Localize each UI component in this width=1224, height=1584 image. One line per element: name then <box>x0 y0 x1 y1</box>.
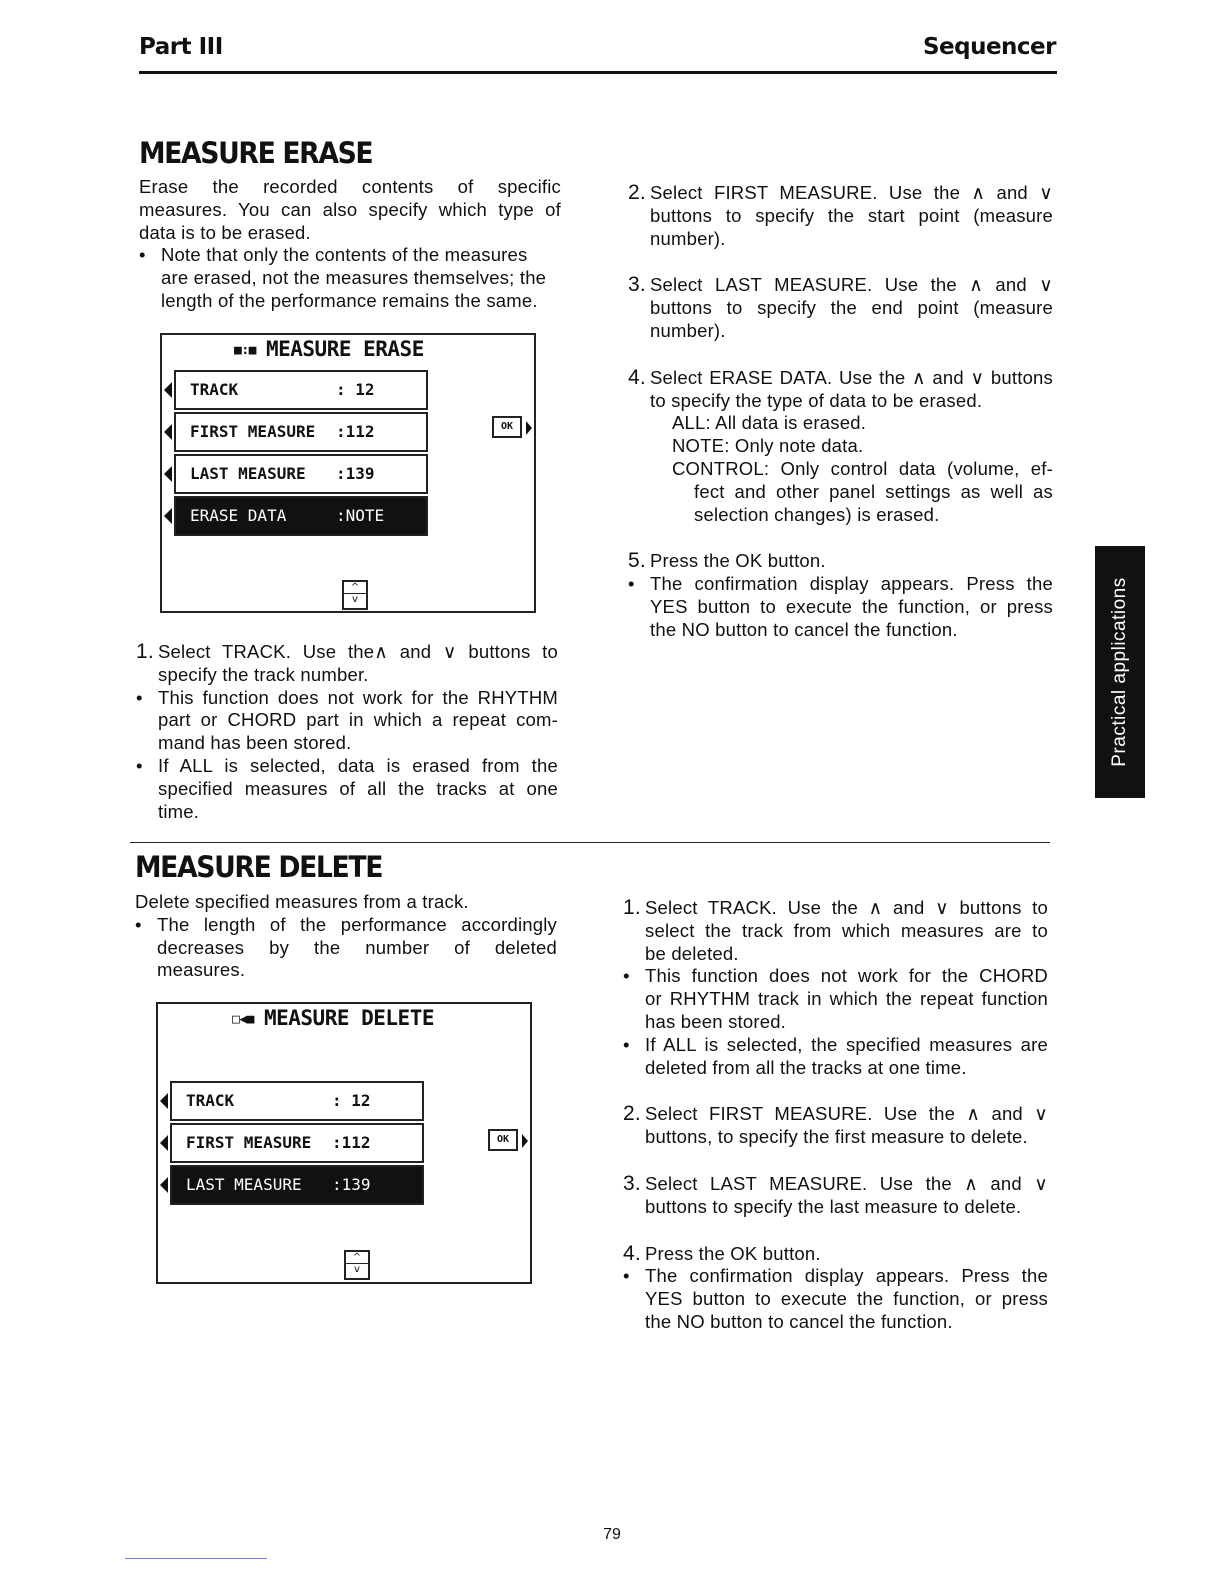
select-arrow-icon <box>160 1135 168 1151</box>
select-arrow-icon <box>160 1093 168 1109</box>
delete-step-4: 4. Press the OK button. <box>623 1241 821 1265</box>
page-number: 79 <box>603 1526 621 1543</box>
erase-step-1-bullet-2: • If ALL is selected, data is erased from the specified measures of all the tracks at one time. <box>136 755 558 823</box>
delete-intro: Delete specified measures from a track. • The length of the performance accordingly decreases by the number of deleted measures. <box>135 891 557 982</box>
erase-note-bullet: • Note that only the contents of the measures are erased, not the measures themselves; the length of the performance remains the same. <box>139 244 561 312</box>
delete-lcd-screen <box>156 1002 532 1284</box>
up-arrow-icon: ^ <box>350 582 360 593</box>
ok-button[interactable]: OK <box>492 416 522 438</box>
erase-step-5-bullet: • The confirmation display appears. Press the YES button to execute the function, or press the NO button to cancel the function. <box>628 573 1053 641</box>
select-arrow-icon <box>164 424 172 440</box>
erase-track-row[interactable]: TRACK : 12 <box>174 370 428 410</box>
ok-arrow-icon <box>522 1134 528 1148</box>
chapter-label: Sequencer <box>922 34 1056 60</box>
erase-step-4: 4. Select ERASE DATA. Use the ∧ and ∨ buttons to specify the type of data to be erased. ALL: All data is erased. NOTE: Only note data. CONTROL: Only control data (volume, ef- fect and other panel settings as well as selection changes) is erased. <box>628 365 1053 525</box>
ok-arrow-icon <box>526 421 532 435</box>
erase-step-5: 5. Press the OK button. <box>628 549 826 573</box>
erase-steps-right <box>628 182 1053 642</box>
erase-lcd-title: ■:■ MEASURE ERASE <box>234 337 424 361</box>
delete-lcd-title: □◀■ MEASURE DELETE <box>232 1006 434 1030</box>
select-arrow-icon <box>164 508 172 524</box>
down-arrow-icon: v <box>344 593 366 605</box>
delete-track-row[interactable]: TRACK : 12 <box>170 1081 424 1121</box>
select-arrow-icon <box>164 382 172 398</box>
erase-section-title: MEASURE ERASE <box>139 136 373 170</box>
delete-first-measure-row[interactable]: FIRST MEASURE :112 <box>170 1123 424 1163</box>
delete-section-title: MEASURE DELETE <box>135 850 383 884</box>
erase-step-3: 3. Select LAST MEASURE. Use the ∧ and ∨ buttons to specify the end point (measure number). <box>628 273 1053 341</box>
delete-steps-right <box>623 897 1048 1334</box>
erase-lcd-screen <box>160 333 536 613</box>
erase-data-row[interactable]: ERASE DATA :NOTE <box>174 496 428 536</box>
erase-intro: Erase the recorded contents of specific measures. You can also specify which type of data is to be erased. • Note that only the contents of the measures are erased, not the measures themselves; the length of the performance remains the same. <box>139 176 561 313</box>
erase-step-1-bullet-1: • This function does not work for the RHYTHM part or CHORD part in which a repeat com- mand has been stored. <box>136 687 558 755</box>
ok-button[interactable]: OK <box>488 1129 518 1151</box>
select-arrow-icon <box>160 1177 168 1193</box>
delete-step-1-bullet-2: • If ALL is selected, the specified measures are deleted from all the tracks at one time. <box>623 1034 1048 1080</box>
delete-last-measure-row[interactable]: LAST MEASURE :139 <box>170 1165 424 1205</box>
section-divider <box>130 842 1050 843</box>
header-rule <box>139 71 1057 74</box>
erase-first-measure-row[interactable]: FIRST MEASURE :112 <box>174 412 428 452</box>
up-arrow-icon: ^ <box>352 1252 362 1263</box>
delete-step-1-bullet-1: • This function does not work for the CHORD or RHYTHM track in which the repeat function has been stored. <box>623 965 1048 1033</box>
erase-steps-left <box>136 641 558 823</box>
up-down-button[interactable] <box>344 1250 370 1280</box>
erase-step-1: 1. Select TRACK. Use the∧ and ∨ buttons to specify the track number. <box>136 640 558 685</box>
delete-intro-bullet: • The length of the performance accordingly decreases by the number of deleted measures. <box>135 914 557 982</box>
select-arrow-icon <box>164 466 172 482</box>
erase-icon: ■:■ <box>234 343 256 358</box>
down-arrow-icon: v <box>346 1263 368 1275</box>
delete-step-2: 2. Select FIRST MEASURE. Use the ∧ and ∨ buttons, to specify the first measure to delete. <box>623 1102 1048 1148</box>
up-down-button[interactable] <box>342 580 368 610</box>
delete-icon: □◀■ <box>232 1012 254 1027</box>
delete-step-3: 3. Select LAST MEASURE. Use the ∧ and ∨ buttons to specify the last measure to delete. <box>623 1171 1048 1217</box>
side-tab: Practical applications <box>1095 546 1145 798</box>
erase-last-measure-row[interactable]: LAST MEASURE :139 <box>174 454 428 494</box>
footer-rule <box>125 1558 267 1559</box>
delete-step-1: 1. Select TRACK. Use the ∧ and ∨ buttons to select the track from which measures are to be deleted. <box>623 896 1048 964</box>
erase-step-2: 2. Select FIRST MEASURE. Use the ∧ and ∨ buttons to specify the start point (measure number). <box>628 181 1053 249</box>
delete-step-4-bullet: • The confirmation display appears. Press the YES button to execute the function, or press the NO button to cancel the function. <box>623 1265 1048 1333</box>
part-label: Part III <box>139 34 223 60</box>
